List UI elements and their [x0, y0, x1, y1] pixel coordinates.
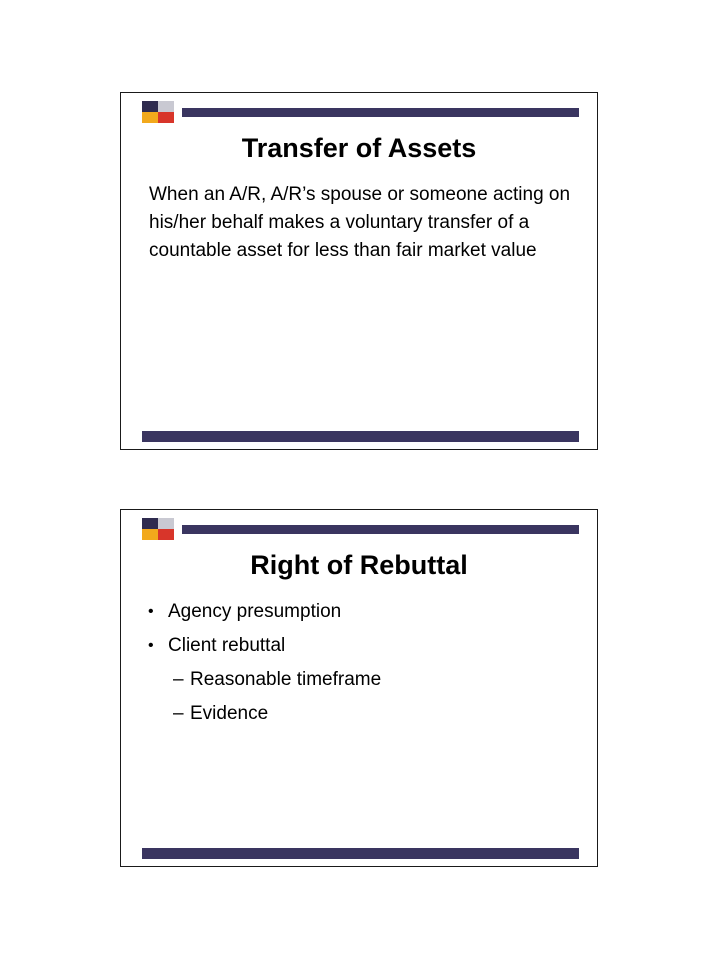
slide-transfer-of-assets [120, 92, 598, 450]
list-item [121, 632, 597, 666]
slide-title: Transfer of Assets [241, 133, 477, 163]
list-item-text: Client rebuttal [168, 635, 286, 656]
deco-square-gray [158, 101, 174, 112]
slide-title: Right of Rebuttal [250, 550, 468, 580]
deco-square-red [158, 112, 174, 123]
sub-list-item-text: Evidence [190, 703, 269, 724]
list-item-text: Agency presumption [168, 601, 342, 622]
list-item [121, 598, 597, 632]
deco-square-navy [142, 518, 158, 529]
sub-list-item [121, 700, 597, 734]
deco-square-orange [142, 529, 158, 540]
bullet-list [121, 598, 597, 734]
sub-list-item-text: Reasonable timeframe [190, 669, 382, 690]
top-accent-bar [182, 525, 579, 534]
slide-right-of-rebuttal [120, 509, 598, 867]
decorative-squares [142, 518, 174, 540]
deco-square-orange [142, 112, 158, 123]
deco-square-gray [158, 518, 174, 529]
bullet-marker: • [148, 603, 154, 620]
dash-marker: – [173, 669, 184, 690]
dash-marker: – [173, 703, 184, 724]
bottom-accent-bar [142, 431, 579, 442]
bottom-accent-bar [142, 848, 579, 859]
top-accent-bar [182, 108, 579, 117]
decorative-squares [142, 101, 174, 123]
deco-square-red [158, 529, 174, 540]
sub-list-item [121, 666, 597, 700]
bullet-marker: • [148, 637, 154, 654]
deco-square-navy [142, 101, 158, 112]
slide-body-text: When an A/R, A/R’s spouse or someone acting on his/her behalf makes a voluntary transfer of a countable asset for less than fair market value [149, 184, 571, 261]
